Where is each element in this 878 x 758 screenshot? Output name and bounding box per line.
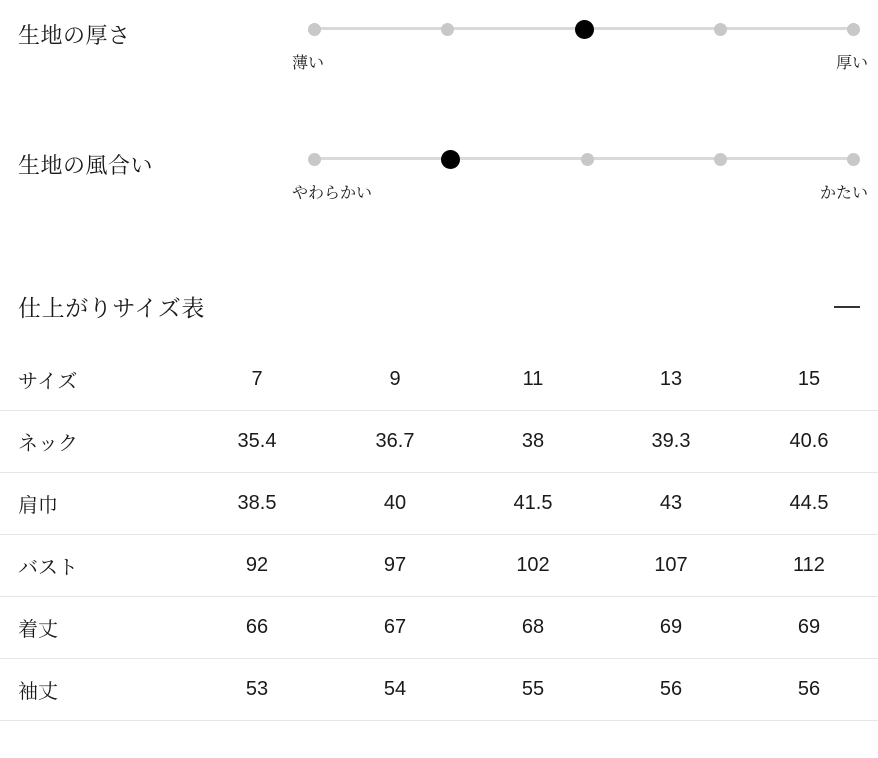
row-header-sleeve: 袖丈: [0, 659, 188, 721]
table-row: [0, 597, 878, 659]
attribute-row-texture: [18, 144, 868, 206]
slider-dot-2[interactable]: [441, 23, 454, 36]
slider-dot-1[interactable]: [308, 23, 321, 36]
slider-dot-2-selected[interactable]: [441, 150, 460, 169]
row-header-length: 着丈: [0, 597, 188, 659]
finished-size-table: [0, 349, 878, 721]
fabric-attributes: [0, 14, 878, 206]
minus-icon[interactable]: [834, 294, 860, 320]
cell-bust-7: 92: [188, 535, 326, 597]
cell-sleeve-13: 56: [602, 659, 740, 721]
size-table-section-header[interactable]: [0, 290, 878, 323]
cell-bust-15: 112: [740, 535, 878, 597]
column-header-9: 9: [326, 349, 464, 411]
attribute-label-texture: 生地の風合い: [18, 153, 154, 178]
cell-shoulder-15: 44.5: [740, 473, 878, 535]
cell-neck-11: 38: [464, 411, 602, 473]
table-row: [0, 473, 878, 535]
column-header-11: 11: [464, 349, 602, 411]
cell-length-7: 66: [188, 597, 326, 659]
slider-dot-3-selected[interactable]: [575, 20, 594, 39]
cell-length-15: 69: [740, 597, 878, 659]
row-header-bust: バスト: [0, 535, 188, 597]
slider-dot-5[interactable]: [847, 23, 860, 36]
cell-sleeve-15: 56: [740, 659, 878, 721]
slider-dot-4[interactable]: [714, 153, 727, 166]
attribute-slider-thickness[interactable]: [292, 14, 868, 76]
column-header-7: 7: [188, 349, 326, 411]
cell-shoulder-7: 38.5: [188, 473, 326, 535]
attribute-label-thickness: 生地の厚さ: [18, 23, 131, 48]
slider-end-labels: [292, 50, 868, 73]
column-header-size: サイズ: [0, 349, 188, 411]
attribute-slider-texture[interactable]: [292, 144, 868, 206]
slider-left-label-soft: やわらかい: [292, 185, 373, 202]
slider-dots: [308, 21, 860, 37]
cell-shoulder-9: 40: [326, 473, 464, 535]
size-table-title: 仕上がりサイズ表: [18, 295, 205, 321]
slider-dot-4[interactable]: [714, 23, 727, 36]
product-detail-panel: [0, 14, 878, 758]
cell-sleeve-11: 55: [464, 659, 602, 721]
cell-neck-9: 36.7: [326, 411, 464, 473]
cell-sleeve-7: 53: [188, 659, 326, 721]
cell-length-13: 69: [602, 597, 740, 659]
size-table-head: [0, 349, 878, 411]
size-table-body: [0, 411, 878, 721]
slider-right-label-thick: 厚い: [835, 55, 868, 72]
cell-length-9: 67: [326, 597, 464, 659]
cell-neck-15: 40.6: [740, 411, 878, 473]
slider-end-labels: [292, 180, 868, 203]
cell-shoulder-13: 43: [602, 473, 740, 535]
attribute-row-thickness: [18, 14, 868, 76]
cell-neck-13: 39.3: [602, 411, 740, 473]
slider-dots: [308, 151, 860, 167]
cell-sleeve-9: 54: [326, 659, 464, 721]
slider-dot-3[interactable]: [581, 153, 594, 166]
slider-right-label-hard: かたい: [819, 185, 868, 202]
slider-dot-1[interactable]: [308, 153, 321, 166]
slider-left-label-thin: 薄い: [292, 55, 325, 72]
table-row: [0, 659, 878, 721]
table-row: [0, 411, 878, 473]
column-header-15: 15: [740, 349, 878, 411]
cell-bust-11: 102: [464, 535, 602, 597]
cell-shoulder-11: 41.5: [464, 473, 602, 535]
table-row: [0, 535, 878, 597]
cell-length-11: 68: [464, 597, 602, 659]
table-header-row: [0, 349, 878, 411]
column-header-13: 13: [602, 349, 740, 411]
cell-bust-9: 97: [326, 535, 464, 597]
cell-neck-7: 35.4: [188, 411, 326, 473]
row-header-neck: ネック: [0, 411, 188, 473]
cell-bust-13: 107: [602, 535, 740, 597]
slider-dot-5[interactable]: [847, 153, 860, 166]
row-header-shoulder: 肩巾: [0, 473, 188, 535]
